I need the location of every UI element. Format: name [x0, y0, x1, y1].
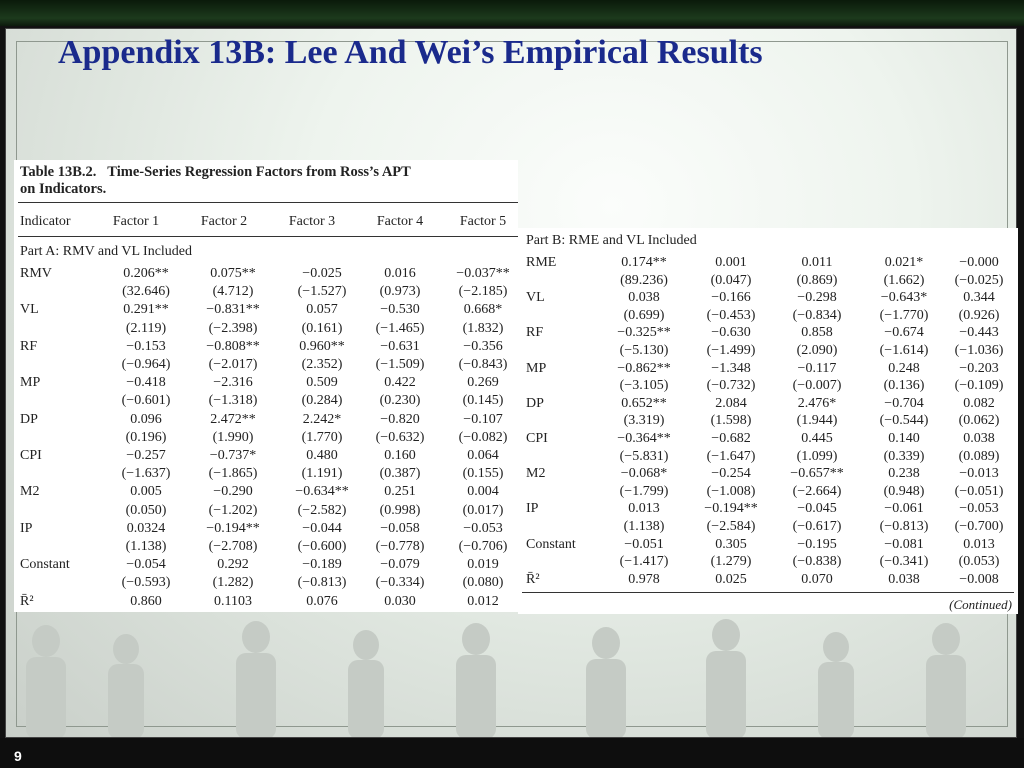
t-statistic-cell: (2.352): [301, 357, 343, 372]
t-statistic-cell: (0.869): [796, 272, 838, 288]
coefficient-cell: 0.001: [715, 255, 747, 270]
t-statistic-cell: (0.926): [958, 307, 1000, 323]
t-statistic-cell: (−1.036): [954, 343, 1004, 358]
coefficient-cell: 0.076: [306, 593, 338, 609]
coefficient-cell: 0.004: [467, 484, 499, 500]
coefficient-cell: −0.674: [884, 325, 924, 341]
coefficient-cell: −0.081: [884, 536, 924, 552]
coefficient-cell: −0.194**: [206, 520, 260, 536]
coefficient-cell: 0.960**: [299, 338, 345, 354]
table-part-a-panel: [14, 160, 518, 612]
t-statistic-cell: (0.053): [958, 554, 1000, 570]
coefficient-cell: 0.038: [628, 290, 660, 306]
t-statistic-cell: (−2.664): [792, 483, 842, 499]
t-statistic-cell: (−0.778): [375, 539, 425, 554]
t-statistic-cell: (1.990): [212, 429, 254, 445]
t-statistic-cell: (−1.202): [208, 502, 258, 518]
t-statistic-cell: (1.282): [212, 575, 254, 591]
column-header-factor-4: Factor 4: [376, 214, 424, 229]
coefficient-cell: −0.862**: [617, 360, 671, 376]
coefficient-cell: 0.206**: [123, 266, 169, 281]
t-statistic-cell: (−0.334): [375, 575, 425, 591]
row-label: CPI: [526, 431, 548, 446]
coefficient-cell: −0.166: [711, 290, 751, 306]
t-statistic-cell: (−2.582): [297, 502, 347, 518]
t-statistic-cell: (89.236): [620, 272, 668, 288]
t-statistic-cell: (−0.082): [458, 429, 508, 445]
t-statistic-cell: (−0.601): [121, 393, 171, 409]
t-statistic-cell: (−0.843): [458, 357, 508, 372]
part-a-label: Part A: RMV and VL Included: [20, 244, 193, 259]
coefficient-cell: 0.038: [963, 431, 995, 446]
t-statistic-cell: (1.138): [125, 539, 167, 554]
table-bottom-rule: [522, 592, 1014, 593]
coefficient-cell: 2.084: [715, 395, 747, 411]
coefficient-cell: 2.472**: [210, 411, 256, 427]
coefficient-cell: −0.058: [380, 520, 420, 536]
coefficient-cell: 0.140: [888, 431, 920, 446]
t-statistic-cell: (−0.051): [954, 483, 1004, 499]
t-statistic-cell: (−0.600): [297, 539, 347, 554]
t-statistic-cell: (−1.417): [619, 554, 669, 570]
coefficient-cell: 0.978: [628, 571, 660, 587]
row-label: DP: [526, 395, 544, 411]
coefficient-cell: −0.054: [126, 557, 166, 573]
coefficient-cell: 0.292: [217, 557, 249, 573]
t-statistic-cell: (−1.465): [375, 320, 425, 336]
coefficient-cell: −0.044: [302, 520, 342, 536]
coefficient-cell: 0.422: [384, 375, 416, 391]
row-label: IP: [20, 520, 33, 536]
coefficient-cell: −0.153: [126, 338, 166, 354]
t-statistic-cell: (1.279): [710, 554, 752, 570]
t-statistic-cell: (−2.708): [208, 539, 258, 554]
t-statistic-cell: (−0.838): [792, 554, 842, 570]
page-number: 9: [14, 748, 22, 764]
t-statistic-cell: (−0.593): [121, 575, 171, 591]
t-statistic-cell: (−2.185): [458, 284, 508, 300]
table-part-b-panel: [518, 228, 1018, 614]
coefficient-cell: 0.480: [306, 448, 338, 463]
t-statistic-cell: (−0.617): [792, 519, 842, 534]
t-statistic-cell: (−1.865): [208, 466, 258, 482]
people-silhouette-background: [6, 619, 1017, 738]
t-statistic-cell: (1.138): [623, 519, 665, 534]
row-label: M2: [20, 484, 40, 500]
coefficient-cell: 0.013: [963, 536, 995, 552]
t-statistic-cell: (−0.007): [792, 378, 842, 394]
coefficient-cell: 0.248: [888, 360, 920, 376]
coefficient-cell: 0.038: [888, 571, 920, 587]
slide-title: Appendix 13B: Lee And Wei’s Empirical Results: [58, 34, 763, 71]
coefficient-cell: −0.008: [959, 571, 999, 587]
coefficient-cell: 0.1103: [214, 593, 252, 609]
t-statistic-cell: (−1.499): [706, 343, 756, 358]
table-caption-line2: on Indicators.: [20, 181, 107, 197]
t-statistic-cell: (1.099): [796, 448, 838, 464]
row-label: R̄²: [526, 571, 540, 587]
coefficient-cell: 0.021*: [884, 255, 924, 270]
coefficient-cell: −0.298: [797, 290, 837, 306]
t-statistic-cell: (−1.770): [879, 307, 929, 323]
coefficient-cell: −0.364**: [617, 431, 671, 446]
coefficient-cell: 0.160: [384, 448, 416, 463]
coefficient-cell: −0.808**: [206, 338, 260, 354]
t-statistic-cell: (−0.813): [879, 519, 929, 534]
coefficient-cell: 0.064: [467, 448, 499, 463]
t-statistic-cell: (0.050): [125, 502, 167, 518]
t-statistic-cell: (−0.025): [954, 272, 1004, 288]
row-label: RMV: [20, 266, 52, 281]
t-statistic-cell: (0.230): [379, 393, 421, 409]
coefficient-cell: 0.445: [801, 431, 833, 446]
t-statistic-cell: (1.770): [301, 429, 343, 445]
t-statistic-cell: (32.646): [122, 284, 170, 300]
part-b-label: Part B: RME and VL Included: [526, 233, 697, 248]
t-statistic-cell: (3.319): [623, 413, 665, 429]
t-statistic-cell: (0.284): [301, 393, 343, 409]
coefficient-cell: 0.860: [130, 593, 162, 609]
t-statistic-cell: (−3.105): [619, 378, 669, 394]
coefficient-cell: 0.019: [467, 557, 499, 573]
t-statistic-cell: (0.196): [125, 429, 167, 445]
t-statistic-cell: (−0.732): [706, 378, 756, 394]
coefficient-cell: 0.005: [130, 484, 162, 500]
coefficient-cell: −0.195: [797, 536, 837, 552]
t-statistic-cell: (−1.509): [375, 357, 425, 372]
t-statistic-cell: (0.089): [958, 448, 1000, 464]
t-statistic-cell: (0.699): [623, 307, 665, 323]
coefficient-cell: −0.820: [380, 411, 420, 427]
coefficient-cell: 0.269: [467, 375, 499, 391]
row-label: IP: [526, 501, 539, 517]
coefficient-cell: 0.251: [384, 484, 416, 500]
continued-note: (Continued): [949, 597, 1012, 612]
coefficient-cell: −0.051: [624, 536, 664, 552]
row-label: RF: [20, 338, 38, 354]
coefficient-cell: 0.070: [801, 571, 833, 587]
coefficient-cell: 0.075**: [210, 266, 256, 281]
t-statistic-cell: (0.017): [462, 502, 504, 518]
coefficient-cell: 0.305: [715, 536, 747, 552]
coefficient-cell: 2.476*: [797, 395, 837, 411]
row-label: M2: [526, 466, 546, 482]
coefficient-cell: −0.290: [213, 484, 253, 500]
t-statistic-cell: (2.119): [125, 320, 167, 336]
t-statistic-cell: (−1.527): [297, 284, 347, 300]
t-statistic-cell: (0.998): [379, 502, 421, 518]
coefficient-cell: −0.117: [797, 360, 837, 376]
coefficient-cell: −0.053: [463, 520, 503, 536]
t-statistic-cell: (0.339): [883, 448, 925, 464]
coefficient-cell: −0.643*: [880, 290, 928, 306]
column-header-factor-3: Factor 3: [288, 214, 336, 229]
t-statistic-cell: (−0.453): [706, 307, 756, 323]
t-statistic-cell: (0.136): [883, 378, 925, 394]
column-header-factor-5: Factor 5: [459, 214, 507, 229]
coefficient-cell: 0.0324: [126, 520, 166, 536]
coefficient-cell: −0.704: [884, 395, 924, 411]
t-statistic-cell: (0.080): [462, 575, 504, 591]
coefficient-cell: −0.000: [959, 255, 999, 270]
coefficient-cell: −0.189: [302, 557, 342, 573]
coefficient-cell: −0.079: [380, 557, 420, 573]
coefficient-cell: −0.530: [380, 302, 420, 318]
t-statistic-cell: (−0.700): [954, 519, 1004, 534]
t-statistic-cell: (1.662): [883, 272, 925, 288]
t-statistic-cell: (1.944): [796, 413, 838, 429]
coefficient-cell: 0.012: [467, 593, 499, 609]
t-statistic-cell: (−2.017): [208, 357, 258, 372]
coefficient-cell: 0.652**: [621, 395, 667, 411]
coefficient-cell: −0.443: [959, 325, 999, 341]
table-caption-label: Table 13B.2.: [20, 164, 97, 180]
row-label: VL: [20, 302, 39, 318]
coefficient-cell: −0.037**: [456, 266, 510, 281]
t-statistic-cell: (0.155): [462, 466, 504, 482]
t-statistic-cell: (−2.584): [706, 519, 756, 534]
t-statistic-cell: (−0.706): [458, 539, 508, 554]
coefficient-cell: 0.013: [628, 501, 660, 517]
coefficient-cell: 0.291**: [123, 302, 169, 318]
row-label: CPI: [20, 448, 42, 463]
row-label: RF: [526, 325, 544, 341]
coefficient-cell: −0.107: [463, 411, 503, 427]
coefficient-cell: −0.194**: [704, 501, 758, 517]
coefficient-cell: −0.025: [302, 266, 342, 281]
coefficient-cell: 0.030: [384, 593, 416, 609]
coefficient-cell: −0.682: [711, 431, 751, 446]
coefficient-cell: −0.061: [884, 501, 924, 517]
t-statistic-cell: (−1.318): [208, 393, 258, 409]
t-statistic-cell: (1.832): [462, 320, 504, 336]
coefficient-cell: 0.344: [963, 290, 995, 306]
t-statistic-cell: (0.047): [710, 272, 752, 288]
column-header-factor-2: Factor 2: [200, 214, 248, 229]
coefficient-cell: −0.657**: [790, 466, 844, 482]
t-statistic-cell: (0.145): [462, 393, 504, 409]
coefficient-cell: −0.630: [711, 325, 751, 341]
coefficient-cell: −2.316: [213, 375, 253, 391]
row-label: MP: [526, 360, 547, 376]
coefficient-cell: 0.174**: [621, 255, 667, 270]
coefficient-cell: −0.254: [711, 466, 751, 482]
coefficient-cell: −0.053: [959, 501, 999, 517]
coefficient-cell: 0.016: [384, 266, 416, 281]
coefficient-cell: −0.013: [959, 466, 999, 482]
coefficient-cell: −0.356: [463, 338, 503, 354]
t-statistic-cell: (−1.799): [619, 483, 669, 499]
table-caption-text: Time-Series Regression Factors from Ross’s APT: [107, 164, 411, 180]
t-statistic-cell: (0.161): [301, 320, 343, 336]
coefficient-cell: −0.418: [126, 375, 166, 391]
t-statistic-cell: (−0.341): [879, 554, 929, 570]
coefficient-cell: −0.325**: [617, 325, 671, 341]
coefficient-cell: 0.858: [801, 325, 833, 341]
t-statistic-cell: (0.387): [379, 466, 421, 482]
row-label: RME: [526, 255, 557, 270]
table-header-rule: [18, 236, 518, 237]
coefficient-cell: −0.831**: [206, 302, 260, 318]
coefficient-cell: −0.257: [126, 448, 166, 463]
table-top-rule: [18, 202, 518, 203]
t-statistic-cell: (−0.813): [297, 575, 347, 591]
coefficient-cell: 0.082: [963, 395, 995, 411]
coefficient-cell: 0.096: [130, 411, 162, 427]
t-statistic-cell: (0.948): [883, 483, 925, 499]
t-statistic-cell: (−5.831): [619, 448, 669, 464]
coefficient-cell: 0.238: [888, 466, 920, 482]
t-statistic-cell: (0.062): [958, 413, 1000, 429]
row-label: Constant: [526, 536, 576, 552]
coefficient-cell: −0.631: [380, 338, 420, 354]
coefficient-cell: −1.348: [711, 360, 751, 376]
t-statistic-cell: (−1.614): [879, 343, 929, 358]
coefficient-cell: 0.011: [801, 255, 833, 270]
t-statistic-cell: (−0.834): [792, 307, 842, 323]
coefficient-cell: 0.509: [306, 375, 338, 391]
coefficient-cell: −0.203: [959, 360, 999, 376]
t-statistic-cell: (−0.632): [375, 429, 425, 445]
coefficient-cell: 2.242*: [302, 411, 342, 427]
column-header-indicator: Indicator: [20, 214, 71, 229]
coefficient-cell: −0.634**: [295, 484, 349, 500]
t-statistic-cell: (−0.109): [954, 378, 1004, 394]
row-label: DP: [20, 411, 38, 427]
t-statistic-cell: (−5.130): [619, 343, 669, 358]
table-caption: [20, 164, 518, 198]
t-statistic-cell: (−1.637): [121, 466, 171, 482]
t-statistic-cell: (−0.964): [121, 357, 171, 372]
top-bar: [0, 0, 1024, 26]
row-label: R̄²: [20, 593, 34, 609]
coefficient-cell: 0.057: [306, 302, 338, 318]
t-statistic-cell: (1.191): [301, 466, 343, 482]
t-statistic-cell: (1.598): [710, 413, 752, 429]
row-label: Constant: [20, 557, 70, 573]
column-header-factor-1: Factor 1: [112, 214, 160, 229]
coefficient-cell: −0.068*: [620, 466, 668, 482]
row-label: VL: [526, 290, 545, 306]
t-statistic-cell: (−1.647): [706, 448, 756, 464]
coefficient-cell: 0.025: [715, 571, 747, 587]
t-statistic-cell: (4.712): [212, 284, 254, 300]
t-statistic-cell: (0.973): [379, 284, 421, 300]
t-statistic-cell: (−0.544): [879, 413, 929, 429]
row-label: MP: [20, 375, 41, 391]
bottom-bar: [0, 738, 1024, 768]
coefficient-cell: −0.045: [797, 501, 837, 517]
coefficient-cell: −0.737*: [209, 448, 257, 463]
t-statistic-cell: (2.090): [796, 343, 838, 358]
t-statistic-cell: (−2.398): [208, 320, 258, 336]
t-statistic-cell: (−1.008): [706, 483, 756, 499]
coefficient-cell: 0.668*: [463, 302, 503, 318]
